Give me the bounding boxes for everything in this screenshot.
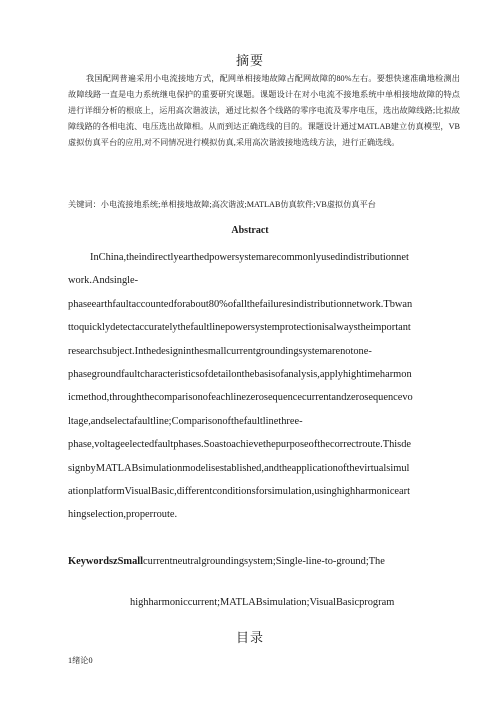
abstract-line: icmethod,throughthecomparisonofeachlinezerosequencecurrentandzerosequencevo <box>68 392 413 404</box>
abstract-line: signbyMATLABsimulationmodelisestablished,andtheapplicationofthevirtualsimul <box>68 462 410 474</box>
abstract-keywords-rest: currentneutralgroundingsystem;Single-line-to-ground;The <box>143 556 385 567</box>
abstract-line: work.Andsingle- <box>68 275 139 287</box>
abstract-line: phasegroundfaultcharacteristicsofdetailonthebasisofanalysis,applyhightimeharmon <box>68 369 412 381</box>
abstract-line: hingselection,properroute. <box>68 509 178 521</box>
abstract-line: researchsubject.Inthedesigninthesmallcurrentgroundingsystemarenotone- <box>68 345 372 357</box>
toc-title: 目录 <box>235 630 264 645</box>
abstract-keywords-line2: highharmoniccurrent;MATLABsimulation;VisualBasicprogram <box>130 597 395 608</box>
summary-title: 摘要 <box>235 53 264 68</box>
abstract-line: phase,voltageelectedfaultphases.Soastoachievethepurposeofthecorrectroute.Thisde <box>68 439 412 451</box>
abstract-line: ltage,andselectafaultline;Comparisonofthefaultlinethree- <box>68 415 303 427</box>
abstract-line: InChina,theindirectlyearthedpowersystemarecommonlyusedindistributionnet <box>90 252 409 263</box>
abstract-keywords-label: KeywordszSmall <box>68 556 144 567</box>
abstract-body <box>68 246 468 527</box>
abstract-line: ationplatformVisualBasic,differentconditionsforsimulation,usinghighharmoniceart <box>68 486 410 498</box>
summary-keywords: 关键词：小电流接地系统;单相接地故障;高次谐波;MATLAB仿真软件;VB虚拟仿真平台 <box>68 200 376 209</box>
abstract-title: Abstract <box>231 225 269 236</box>
abstract-keywords-line1 <box>68 556 385 567</box>
toc-item: 1绪论0 <box>68 656 93 665</box>
abstract-line: ttoquicklydetectaccuratelythefaultlinepowersystemprotectionisalwaystheimportant <box>68 322 411 334</box>
summary-paragraph: 我国配网普遍采用小电流接地方式，配网单相接地故障占配网故障的80%左右。要想快速准确地检测出故障线路一直是电力系统继电保护的重要研究课题。课题设计在对小电流不接地系统中单相接地故障的特点进行详细分析的根底上，运用高次谐波法，通过比拟各个线路的零序电流及零序电压，选出故障线路;比拟故障线路的各相电流、电压选出故障相。从而到达正确选线的目的。课题设计通过MATLAB建立仿真模型，VB虚拟仿真平台的应用,对不同情况进行模拟仿真,采用高次谐波接地选线方法，进行正确选线。 <box>68 74 460 147</box>
abstract-line: phaseearthfaultaccountedforabout80%ofallthefailuresindistributionnetwork.Tbwan <box>68 298 413 310</box>
